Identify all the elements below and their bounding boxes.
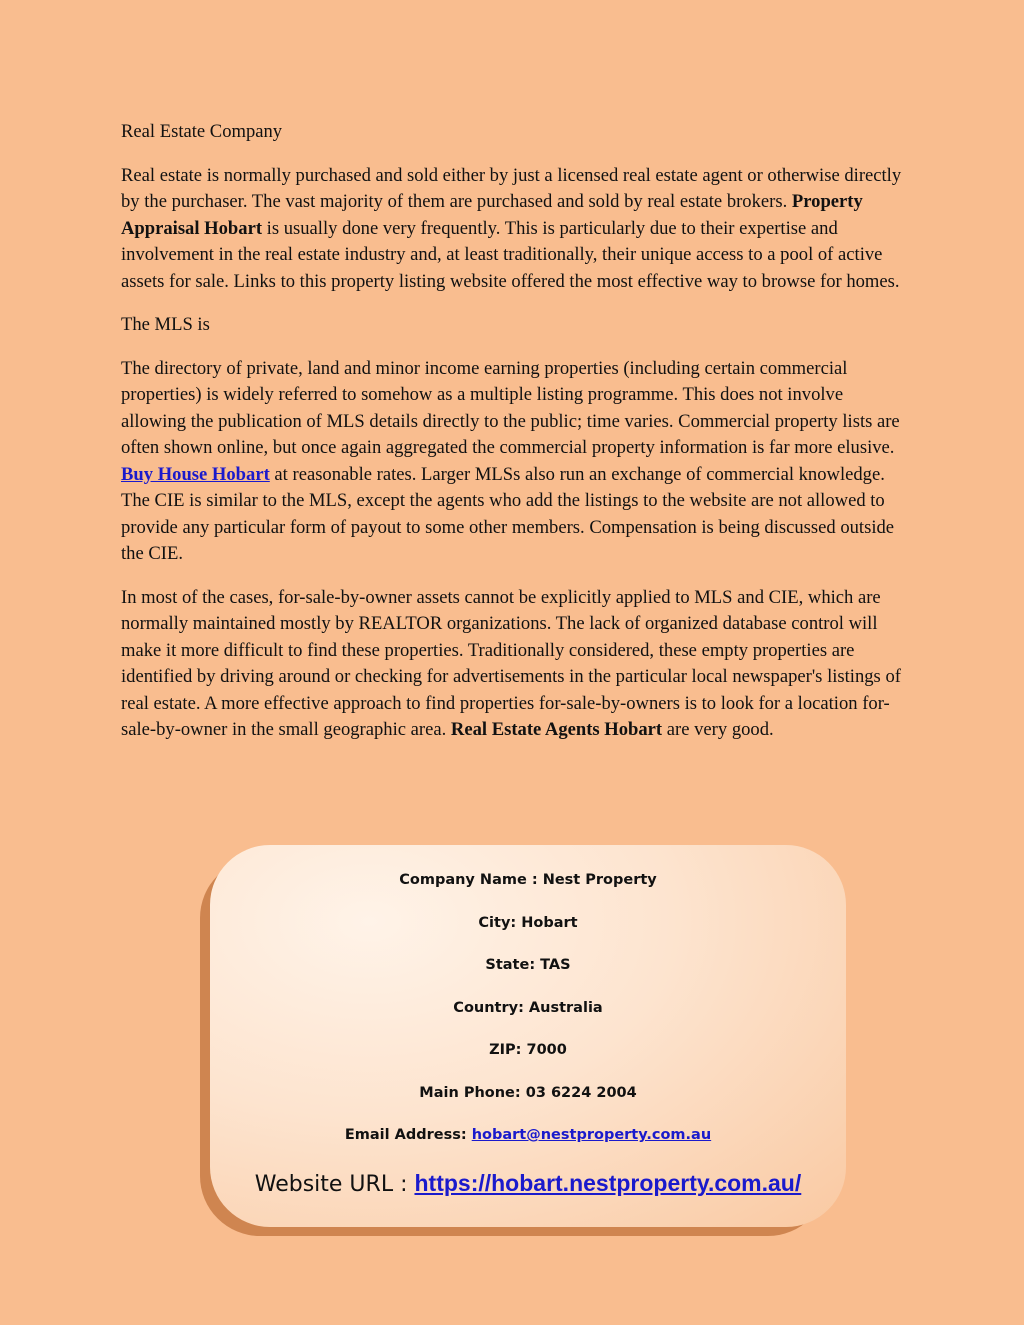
city: City: Hobart — [478, 915, 578, 931]
main-phone: Main Phone: 03 6224 2004 — [419, 1085, 637, 1101]
contact-card — [210, 845, 846, 1227]
paragraph-intro — [121, 163, 903, 296]
email-link[interactable]: hobart@nestproperty.com.au — [471, 1127, 712, 1143]
email-label: Email Address: — [344, 1127, 472, 1143]
zip: ZIP: 7000 — [489, 1042, 567, 1058]
mls-heading: The MLS is — [121, 314, 210, 335]
company-name: Company Name : Nest Property — [399, 872, 657, 888]
article — [121, 119, 903, 761]
paragraph-intro-text-2: is usually done very frequently. This is particularly due to their expertise and involvement in the real estate industry and, at least traditionally, their unique access to a pool of active assets for sale. Links to this property listing website offered the most effective way to browse for homes. — [121, 217, 900, 292]
email-row — [210, 1127, 846, 1143]
real-estate-agents-keyword: Real Estate Agents Hobart — [450, 719, 663, 740]
website-link[interactable]: https://hobart.nestproperty.com.au/ — [414, 1170, 802, 1196]
buy-house-hobart-link[interactable]: Buy House Hobart — [121, 463, 270, 485]
website-row — [210, 1170, 846, 1197]
website-label: Website URL : — [254, 1172, 415, 1197]
property-appraisal-keyword: Property Appraisal Hobart — [121, 191, 863, 239]
country: Country: Australia — [453, 1000, 603, 1016]
paragraph-mls-text-2: at reasonable rates. Larger MLSs also run an exchange of commercial knowledge. The CIE is similar to the MLS, except the agents who add the listings to the website are not allowed to provide any particular form of payout to some other members. Compensation is being discussed outside the CIE. — [121, 463, 895, 564]
article-heading: Real Estate Company — [121, 121, 283, 142]
paragraph-fsbo — [121, 585, 903, 744]
paragraph-intro-text-1: Real estate is normally purchased and sold either by just a licensed real estate agent or otherwise directly by the purchaser. The vast majority of them are purchased and sold by real estate brokers. — [121, 164, 902, 212]
state: State: TAS — [485, 957, 571, 973]
paragraph-fsbo-text-1: In most of the cases, for-sale-by-owner assets cannot be explicitly applied to MLS and CIE, which are normally maintained mostly by REALTOR organizations. The lack of organized database control will make it more difficult to find these properties. Traditionally considered, these empty properties are identified by driving around or checking for advertisements in the particular local newspaper's listings of real estate. A more effective approach to find properties for-sale-by-owners is to look for a location for-sale-by-owner in the small geographic area. — [121, 586, 901, 740]
paragraph-mls-text-1: The directory of private, land and minor income earning properties (including certain commercial properties) is widely referred to somehow as a multiple listing programme. This does not involve allowing the publication of MLS details directly to the public; time varies. Commercial property lists are often shown online, but once again aggregated the commercial property information is far more elusive. — [121, 357, 900, 458]
paragraph-mls — [121, 356, 903, 568]
paragraph-fsbo-text-2: are very good. — [662, 719, 774, 740]
